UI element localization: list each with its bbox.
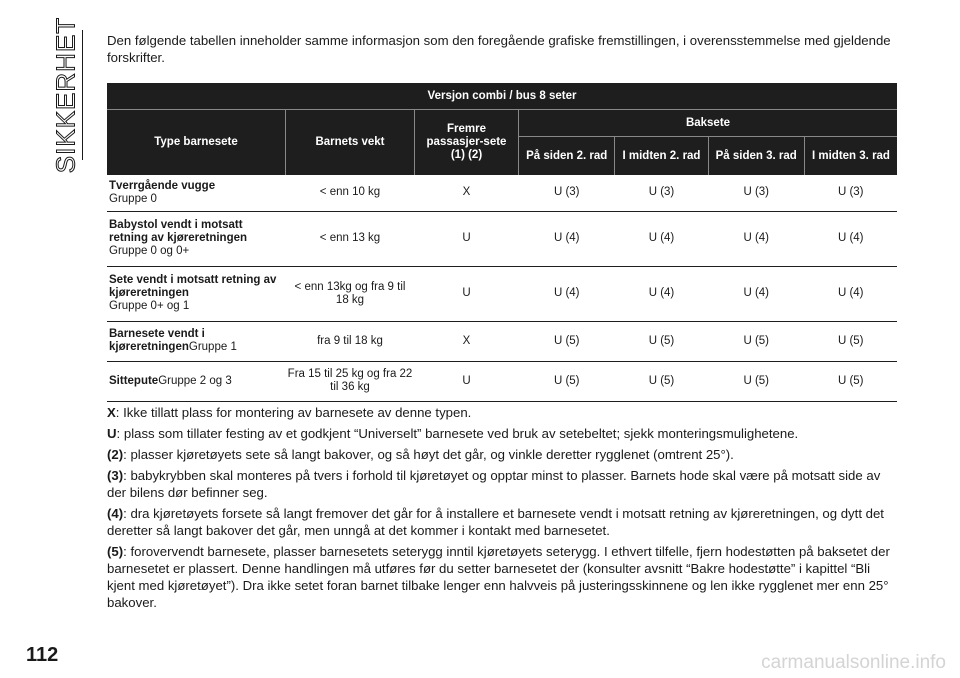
header-back-col-4: I midten 3. rad: [804, 137, 897, 176]
seat-type-cell: [107, 175, 286, 211]
note-item: [107, 467, 897, 501]
seat-type-group: Gruppe 0: [109, 192, 157, 205]
back-cell: U (5): [708, 361, 804, 401]
note-text: : plass som tillater festing av et godkjent “Universelt” barnesete ved bruk av setebeltet; sjekk monteringsmulighetene.: [116, 426, 799, 441]
section-divider: [82, 30, 83, 160]
note-item: [107, 543, 897, 611]
back-cell: U (3): [708, 175, 804, 211]
front-cell: U: [415, 361, 519, 401]
header-weight: Barnets vekt: [286, 110, 415, 176]
note-text: : Ikke tillatt plass for montering av barnesete av denne typen.: [115, 405, 472, 420]
back-cell: U (5): [615, 321, 708, 361]
table-row: [107, 175, 897, 211]
back-cell: U (5): [615, 361, 708, 401]
header-back-col-2: I midten 2. rad: [615, 137, 708, 176]
note-item: [107, 505, 897, 539]
child-seat-table: [107, 83, 897, 402]
note-text: : dra kjøretøyets forsete så langt fremover det går for å installere et barnesete vendt i motsatt retning av kjøreretningen, og dytt det deretter så langt bakover det går, men unngå at det kommer i kontakt med barnesetet.: [107, 506, 884, 538]
header-back-col-1: På siden 2. rad: [519, 137, 615, 176]
front-cell: X: [415, 175, 519, 211]
watermark: carmanualsonline.info: [761, 652, 946, 673]
note-key: (3): [107, 468, 124, 483]
header-type: Type barnesete: [107, 110, 286, 176]
note-key: X: [107, 405, 116, 420]
seat-type-cell: [107, 361, 286, 401]
header-back-seat: Baksete: [519, 110, 898, 137]
back-cell: U (3): [615, 175, 708, 211]
seat-type-name: Barnesete vendt i kjøreretningen: [109, 328, 205, 353]
notes-section: [107, 404, 897, 615]
back-cell: U (5): [804, 361, 897, 401]
table-title: Versjon combi / bus 8 seter: [107, 83, 897, 110]
section-tab: [46, 16, 86, 174]
page-number: 112: [26, 644, 59, 666]
back-cell: U (4): [708, 211, 804, 266]
seat-type-cell: [107, 321, 286, 361]
note-key: (2): [107, 447, 124, 462]
weight-cell: < enn 10 kg: [286, 175, 415, 211]
back-cell: U (4): [615, 211, 708, 266]
back-cell: U (4): [615, 266, 708, 321]
weight-cell: < enn 13 kg: [286, 211, 415, 266]
back-cell: U (4): [519, 266, 615, 321]
intro-paragraph: Den følgende tabellen inneholder samme informasjon som den foregående grafiske fremstillingen, i overensstemmelse med gjeldende forskrifter.: [107, 33, 891, 65]
seat-type-cell: [107, 266, 286, 321]
seat-type-group: Gruppe 1: [188, 341, 237, 353]
note-item: [107, 404, 897, 421]
back-cell: U (4): [804, 266, 897, 321]
note-key: (5): [107, 544, 124, 559]
note-text: : forovervendt barnesete, plasser barnesetets seterygg inntil kjøretøyets seterygg. I ethvert tilfelle, fjern hodestøtten på baksetet der barnesetet er plassert. Denne handlingen må utføres før du setter barnesetet der (konsulter avsnitt “Bakre hodestøtte” i kapittel “Bli kjent med kjøretøyet”). Dra ikke setet foran barnet tilbake lenger enn halvveis på justeringsskinnene og len ikke rygglenet mer enn 25° bakover.: [107, 544, 890, 610]
note-text: : plasser kjøretøyets sete så langt bakover, og så høyt det går, og vinkle deretter rygglenet (omtrent 25°).: [123, 447, 734, 462]
note-text: : babykrybben skal monteres på tvers i forhold til kjøretøyet og opptar minst to plasser. Barnets hode skal være på motsatt side av der bilens dør befinner seg.: [107, 468, 881, 500]
note-key: U: [107, 426, 117, 441]
section-tab-label: SIKKERHET: [50, 16, 81, 174]
seat-type-group: Gruppe 0 og 0+: [109, 245, 190, 257]
note-item: [107, 446, 897, 463]
weight-cell: fra 9 til 18 kg: [286, 321, 415, 361]
back-cell: U (5): [708, 321, 804, 361]
back-cell: U (4): [708, 266, 804, 321]
back-cell: U (5): [519, 361, 615, 401]
table-row: [107, 361, 897, 401]
seat-type-name: Tverrgående vugge: [109, 179, 216, 192]
front-cell: U: [415, 211, 519, 266]
note-item: [107, 425, 897, 442]
note-key: (4): [107, 506, 124, 521]
back-cell: U (5): [804, 321, 897, 361]
seat-type-name: Babystol vendt i motsatt retning av kjøreretningen: [109, 219, 248, 244]
seat-type-cell: [107, 211, 286, 266]
weight-cell: Fra 15 til 25 kg og fra 22 til 36 kg: [286, 361, 415, 401]
front-cell: U: [415, 266, 519, 321]
table-row: [107, 321, 897, 361]
table-row: [107, 266, 897, 321]
seat-type-name: Sittepute: [109, 374, 159, 387]
back-cell: U (5): [519, 321, 615, 361]
back-cell: U (3): [804, 175, 897, 211]
front-cell: X: [415, 321, 519, 361]
header-front-seat: Fremre passasjer-sete (1) (2): [415, 110, 519, 176]
seat-type-group: Gruppe 0+ og 1: [109, 300, 190, 312]
back-cell: U (3): [519, 175, 615, 211]
seat-type-name: Sete vendt i motsatt retning av kjøreretningen: [109, 274, 277, 299]
back-cell: U (4): [519, 211, 615, 266]
seat-type-group: Gruppe 2 og 3: [158, 374, 232, 387]
table-row: [107, 211, 897, 266]
header-back-col-3: På siden 3. rad: [708, 137, 804, 176]
weight-cell: < enn 13kg og fra 9 til 18 kg: [286, 266, 415, 321]
back-cell: U (4): [804, 211, 897, 266]
